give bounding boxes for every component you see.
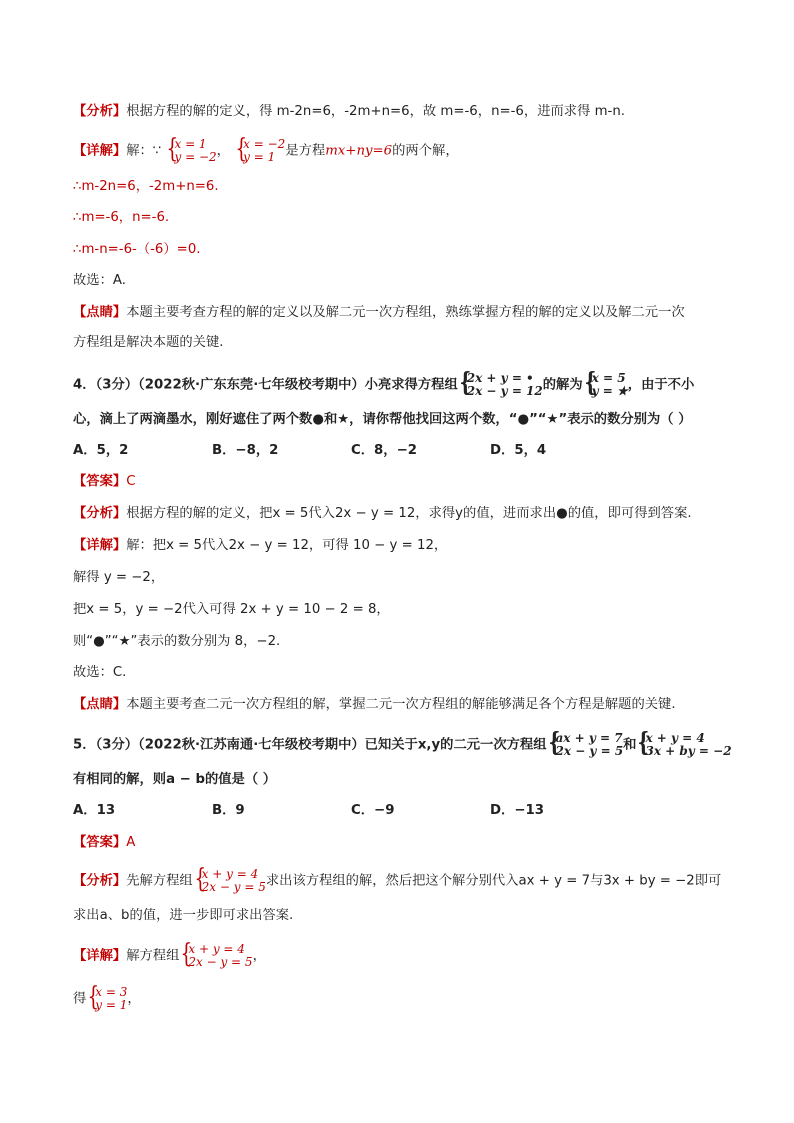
equation-system [458, 372, 543, 397]
result-line [73, 986, 141, 1011]
option-d: D．5，4 [490, 443, 547, 458]
detail-text: 解：把x = 5代入2x − y = 12，可得 10 − y = 12， [126, 538, 448, 553]
comment-line [73, 695, 676, 715]
comment-text: 本题主要考查二元一次方程组的解，掌握二元一次方程组的解能够满足各个方程是解题的关键. [126, 697, 676, 712]
analysis-tag: 【分析】 [73, 873, 127, 889]
sys-row: 3x + by = −2 [645, 743, 732, 758]
result-system [86, 986, 127, 1011]
detail-suffix: ， [252, 948, 266, 964]
sys-row: { x + y = 4 [645, 731, 705, 745]
comment-text: 本题主要考查方程的解的定义以及解二元一次方程组，熟练掌握方程的解的定义以及解二元一次 [126, 305, 685, 320]
analysis-system [193, 868, 266, 893]
analysis-prefix: 先解方程组 [126, 873, 193, 889]
question-4-stem [73, 372, 694, 397]
equation-system-2 [636, 732, 731, 757]
detail-system [179, 943, 252, 968]
sys-row: { 2x + y = • [466, 371, 534, 385]
detail-line [73, 138, 459, 163]
solution-system-1 [165, 138, 216, 163]
sys-row: 2x − y = 12 [466, 383, 543, 398]
sys-row: { x = 1 [174, 137, 207, 151]
stem-prefix: 4．（3分）（2022秋·广东东莞·七年级校考期中）小亮求得方程组 [73, 377, 458, 393]
choice-line: 故选：A. [73, 273, 126, 288]
sys-row: y = −2 [174, 149, 217, 164]
analysis-line-2: 求出a、b的值，进一步即可求出答案. [73, 908, 294, 923]
answer-tag: 【答案】 [73, 474, 127, 489]
answer-value: A [126, 835, 136, 850]
detail-prefix: 解：∵ [126, 143, 162, 159]
answer-tag: 【答案】 [73, 835, 127, 850]
detail-mid: 是方程 [285, 143, 326, 159]
option-b: B．−8，2 [212, 443, 279, 458]
step-line: 解得 y = −2， [73, 570, 165, 585]
question-5-options [73, 801, 629, 821]
answer-value: C [126, 474, 136, 489]
analysis-text: 根据方程的解的定义，把x = 5代入2x − y = 12，求得y的值，进而求出●的值，即可得到答案. [126, 506, 692, 521]
comment-line [73, 303, 685, 323]
sys-row: 2x − y = 5 [555, 743, 624, 758]
sys-row: 2x − y = 5 [188, 954, 253, 969]
option-c: C．8，−2 [351, 443, 417, 458]
detail-suffix: 的两个解， [392, 143, 459, 159]
option-c: C．−9 [351, 803, 395, 818]
detail-prefix: 解方程组 [126, 948, 180, 964]
sys-row: { x = −2 [243, 137, 286, 151]
sys-row: { x = 5 [591, 371, 626, 385]
solution-system [583, 372, 628, 397]
option-b: B．9 [212, 803, 245, 818]
analysis-line [73, 102, 625, 122]
equation: mx+ny=6 [325, 143, 393, 159]
equation-system-1 [547, 732, 624, 757]
analysis-mid: 求出该方程组的解，然后把这个解分别代入ax + y = 7与3x + by = −2即可 [265, 873, 722, 889]
result-suffix: ， [127, 991, 141, 1007]
question-4-options [73, 441, 629, 461]
step-line: ∴m-n=-6-（-6）=0. [73, 242, 201, 257]
comment-tag: 【点睛】 [73, 697, 127, 712]
detail-tag: 【详解】 [73, 538, 127, 553]
sys-row: { x + y = 4 [188, 942, 245, 956]
sys-row: { x + y = 4 [201, 867, 259, 881]
solution-system-2 [234, 138, 285, 163]
detail-line [73, 536, 447, 556]
analysis-line [73, 504, 692, 524]
step-line: ∴m-2n=6，-2m+n=6. [73, 179, 219, 194]
comment-tag: 【点睛】 [73, 305, 127, 320]
analysis-tag: 【分析】 [73, 506, 127, 521]
analysis-line [73, 868, 721, 893]
option-a: A．5，2 [73, 443, 129, 458]
sys-row: 2x − y = 5 [201, 879, 266, 894]
detail-tag: 【详解】 [73, 948, 127, 964]
sys-row: { x = 3 [95, 985, 128, 999]
option-d: D．−13 [490, 803, 544, 818]
question-5-stem [73, 732, 732, 757]
question-4-stem-2: 心，滴上了两滴墨水，刚好遮住了两个数●和★，请你帮他找回这两个数，“●”“★”表示的数分别为（ ） [73, 412, 692, 427]
conjunction: 和 [623, 737, 637, 753]
separator: ， [216, 143, 230, 159]
step-line: ∴m=-6，n=-6. [73, 210, 170, 225]
option-a: A．13 [73, 803, 116, 818]
choice-line: 故选：C. [73, 665, 127, 680]
analysis-tag: 【分析】 [73, 104, 127, 119]
analysis-text: 根据方程的解的定义，得 m-2n=6，-2m+n=6，故 m=-6，n=-6，进而求得 m-n. [126, 104, 626, 119]
sys-row: y = ★ [591, 383, 628, 398]
sys-row: y = 1 [243, 149, 276, 164]
stem-prefix: 5．（3分）（2022秋·江苏南通·七年级校考期中）已知关于x,y的二元一次方程组 [73, 737, 547, 753]
stem-suffix: ，由于不小 [627, 377, 695, 393]
sys-row: y = 1 [95, 997, 128, 1012]
detail-tag: 【详解】 [73, 143, 127, 159]
step-line: 则“●”“★”表示的数分别为 8，−2. [73, 634, 281, 649]
answer-line [73, 833, 135, 853]
step-line: 把x = 5，y = −2代入可得 2x + y = 10 − 2 = 8， [73, 602, 390, 617]
result-prefix: 得 [73, 991, 87, 1007]
answer-line [73, 472, 135, 492]
question-5-stem-2: 有相同的解，则a − b的值是（ ） [73, 772, 277, 787]
sys-row: { ax + y = 7 [555, 731, 623, 745]
detail-line [73, 943, 266, 968]
stem-mid: 的解为 [542, 377, 583, 393]
comment-line-2: 方程组是解决本题的关键. [73, 335, 224, 350]
